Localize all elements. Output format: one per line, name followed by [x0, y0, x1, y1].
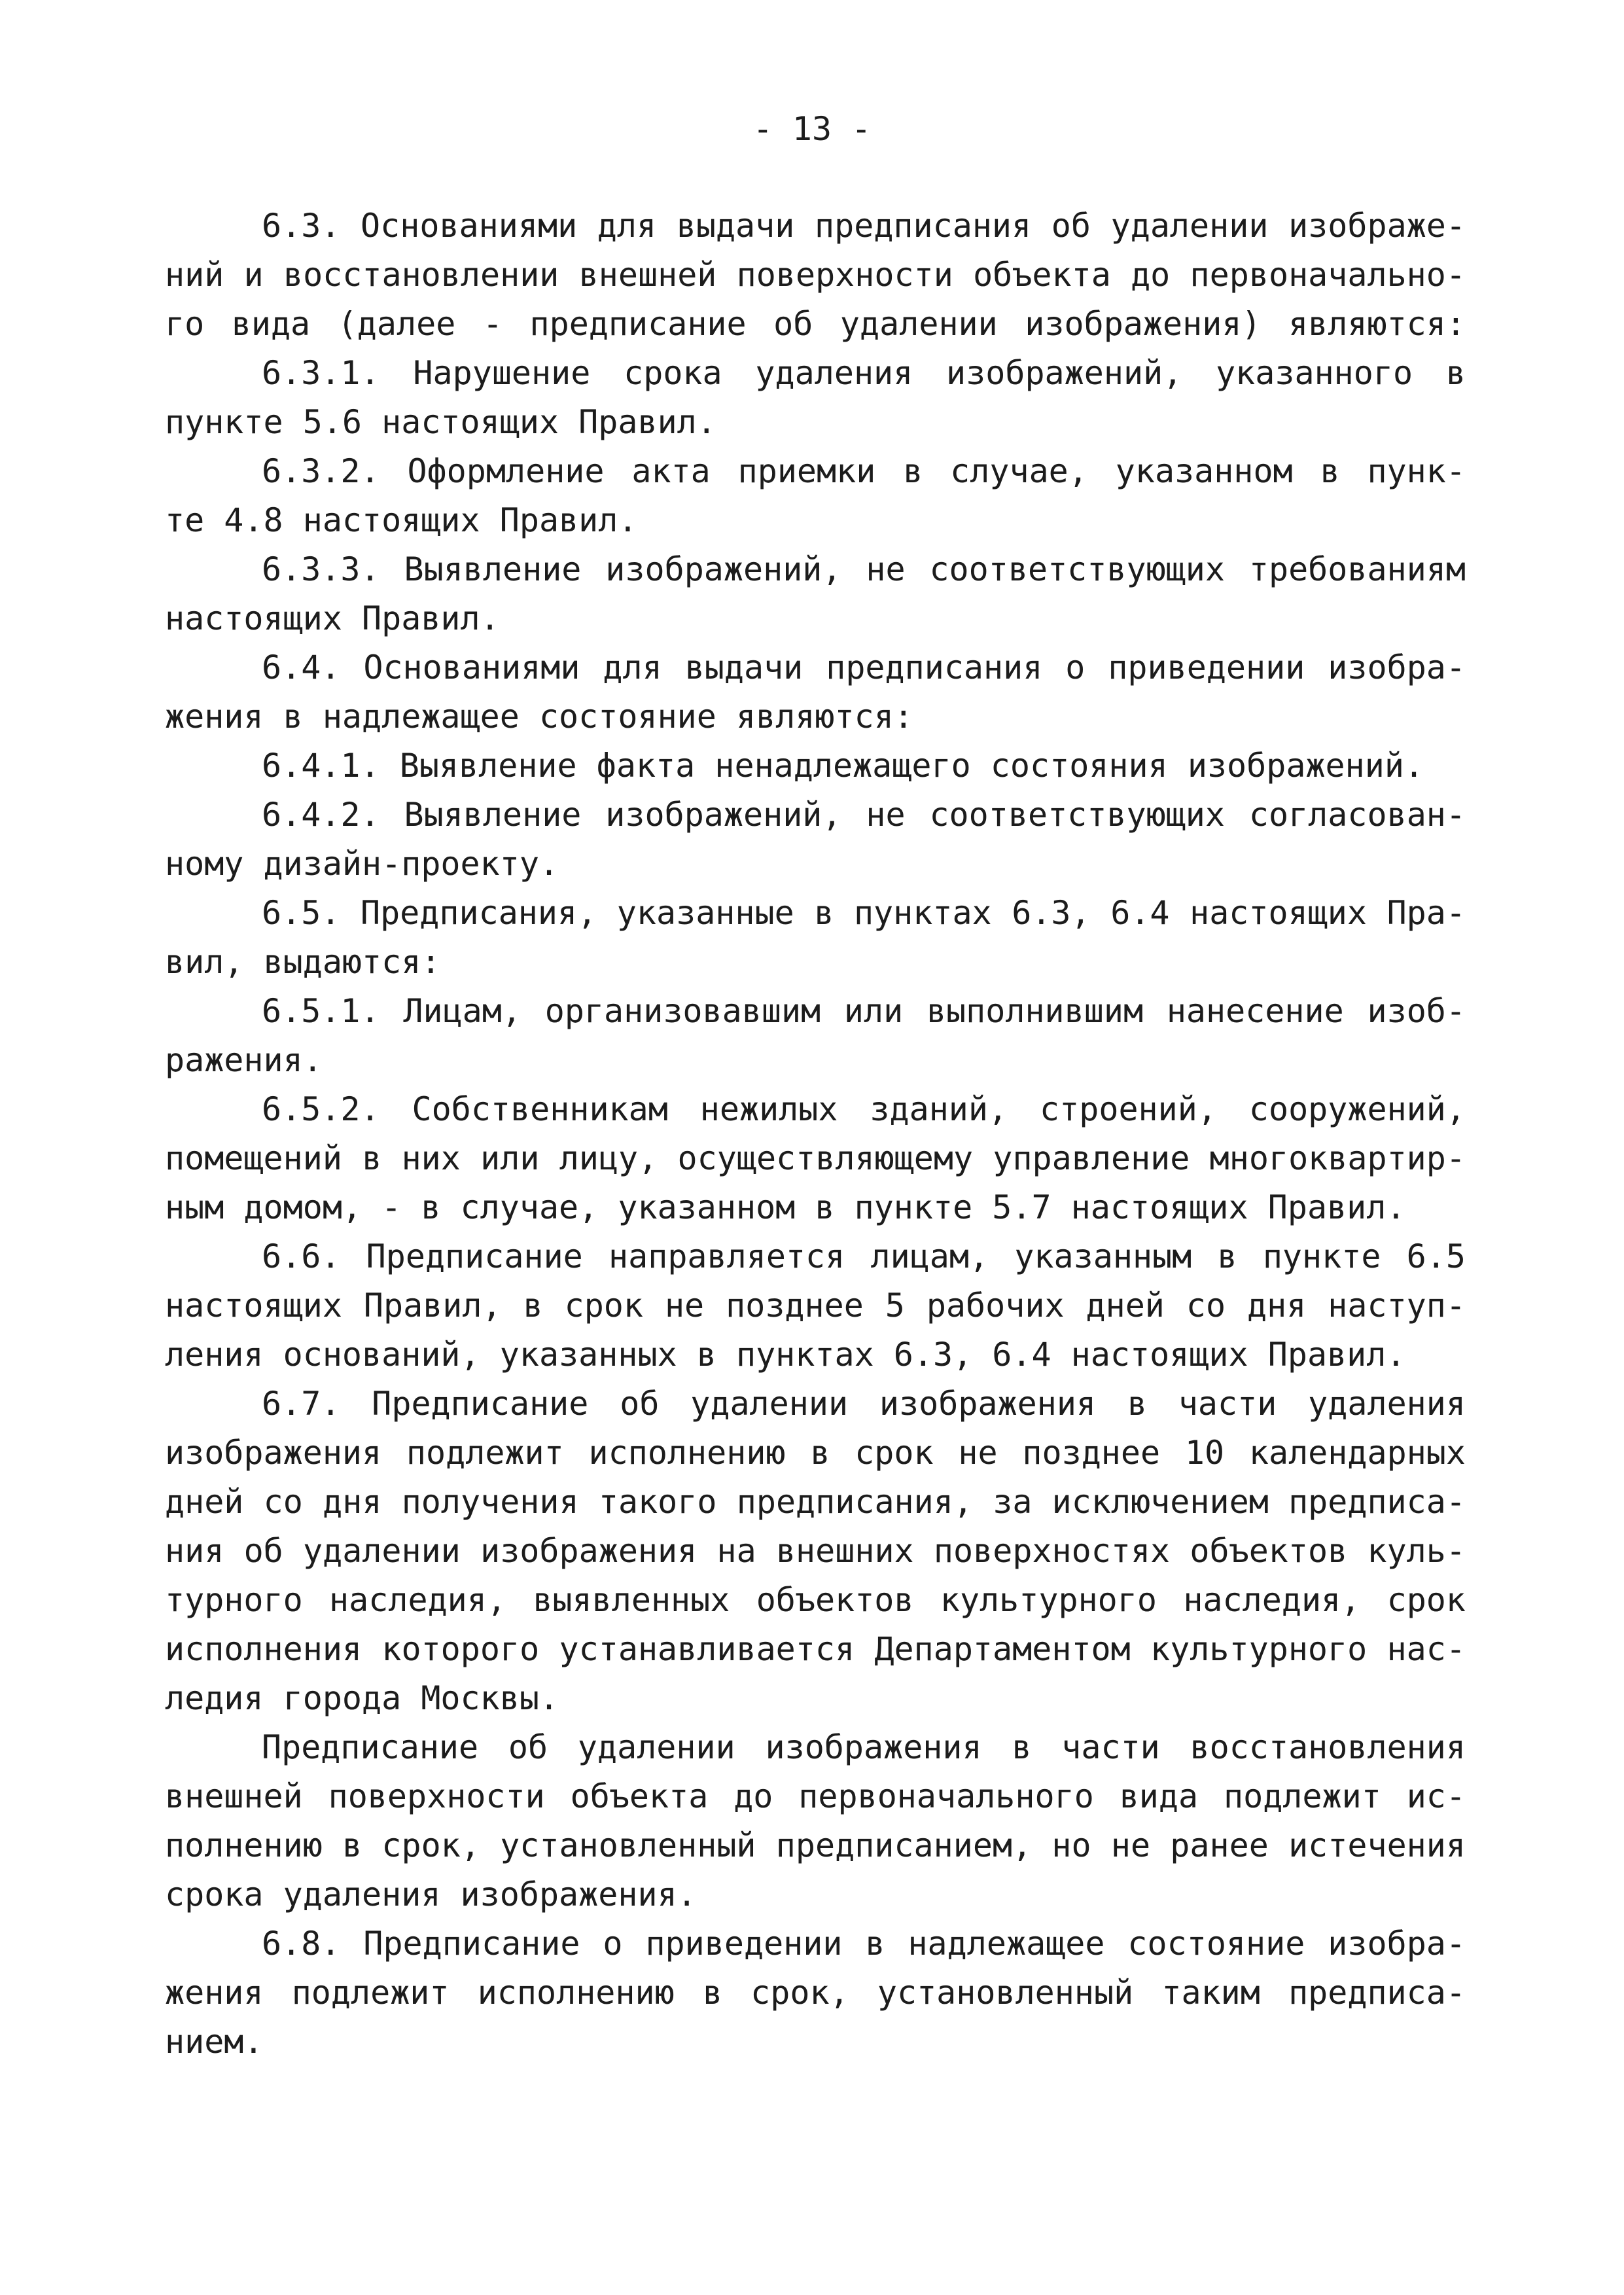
text-line: 6.3.2. Оформление акта приемки в случае, указанном в пунк- — [262, 452, 1466, 490]
text-line: жения в надлежащее состояние являются: — [165, 698, 913, 736]
text-line: настоящих Правил, в срок не позднее 5 рабочих дней со дня наступ- — [165, 1287, 1466, 1325]
text-line: пункте 5.6 настоящих Правил. — [165, 403, 716, 441]
text-line: 6.5.2. Собственникам нежилых зданий, строений, сооружений, — [262, 1090, 1466, 1128]
text-line: ний и восстановлении внешней поверхности объекта до первоначально- — [165, 256, 1466, 294]
text-line: ления оснований, указанных в пунктах 6.3, 6.4 настоящих Правил. — [165, 1336, 1406, 1374]
text-line: ражения. — [165, 1041, 323, 1079]
text-line: 6.7. Предписание об удалении изображения в части удаления — [262, 1385, 1466, 1423]
text-line: дней со дня получения такого предписания, за исключением предписа- — [165, 1483, 1466, 1521]
text-line: 6.4. Основаниями для выдачи предписания о приведении изобра- — [262, 649, 1466, 686]
text-line: 6.4.1. Выявление факта ненадлежащего состояния изображений. — [262, 747, 1424, 785]
text-line: 6.3. Основаниями для выдачи предписания об удалении изображе- — [262, 207, 1466, 245]
text-line: ледия города Москвы. — [165, 1679, 559, 1717]
text-line: 6.3.3. Выявление изображений, не соответствующих требованиям — [262, 550, 1466, 588]
text-line: турного наследия, выявленных объектов культурного наследия, срок — [165, 1581, 1466, 1619]
text-line: исполнения которого устанавливается Департаментом культурного нас- — [165, 1630, 1466, 1668]
text-line: помещений в них или лицу, осуществляющему управление многоквартир- — [165, 1139, 1466, 1177]
text-line: Предписание об удалении изображения в части восстановления — [262, 1728, 1466, 1766]
page-number: - 13 - — [752, 110, 872, 148]
text-line: ному дизайн-проекту. — [165, 845, 559, 883]
text-line: срока удаления изображения. — [165, 1876, 697, 1913]
text-line: 6.4.2. Выявление изображений, не соответствующих согласован- — [262, 796, 1466, 834]
text-line: жения подлежит исполнению в срок, установленный таким предписа- — [165, 1974, 1466, 2012]
text-line: го вида (далее - предписание об удалении изображения) являются: — [165, 305, 1466, 343]
text-line: изображения подлежит исполнению в срок не позднее 10 календарных — [165, 1434, 1466, 1472]
text-line: 6.5.1. Лицам, организовавшим или выполнившим нанесение изоб- — [262, 992, 1466, 1030]
text-line: 6.8. Предписание о приведении в надлежащее состояние изобра- — [262, 1925, 1466, 1963]
text-line: ния об удалении изображения на внешних поверхностях объектов куль- — [165, 1532, 1466, 1570]
text-line: вил, выдаются: — [165, 943, 441, 981]
text-line: те 4.8 настоящих Правил. — [165, 501, 638, 539]
text-line: внешней поверхности объекта до первоначального вида подлежит ис- — [165, 1777, 1466, 1815]
text-line: нием. — [165, 2023, 264, 2061]
text-line: ным домом, - в случае, указанном в пункте 5.7 настоящих Правил. — [165, 1188, 1406, 1226]
text-line: 6.6. Предписание направляется лицам, указанным в пункте 6.5 — [262, 1237, 1466, 1275]
text-line: 6.3.1. Нарушение срока удаления изображений, указанного в — [262, 354, 1466, 392]
text-line: 6.5. Предписания, указанные в пунктах 6.3, 6.4 настоящих Пра- — [262, 894, 1466, 932]
text-line: полнению в срок, установленный предписанием, но не ранее истечения — [165, 1826, 1466, 1864]
text-line: настоящих Правил. — [165, 599, 500, 637]
